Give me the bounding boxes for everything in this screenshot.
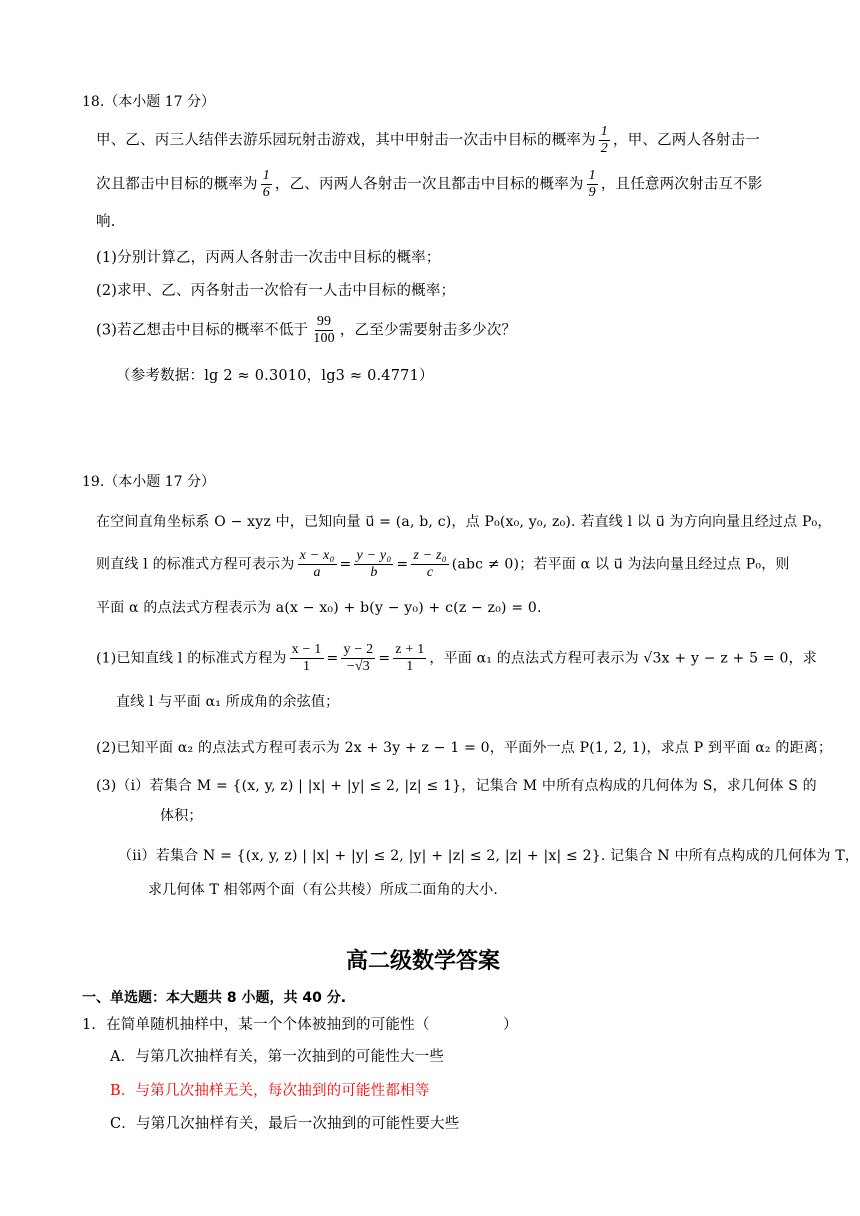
q18-line2: 次且都击中目标的概率为 $\frac{1}{6}$ ，乙、丙两人各射击一次且都击中目标的概率为 $\frac{1}{9}$ ，且任意两次射击互不影 (96, 168, 763, 200)
fraction-y: $\frac{\text{y − y₀}}{b}$ (356, 548, 392, 580)
option-c: C．与第几次抽样有关，最后一次抽到的可能性要大些 (110, 1116, 460, 1132)
q18-part3: (3)若乙想击中目标的概率不低于 $\frac{99}{100}$ ，乙至少需要射击多少次？ (96, 314, 517, 346)
q19-part3-ii: （ii）若集合 N = {(x, y, z) | |x| + |y| ≤ 2, |y| + |z| ≤ 2, |z| + |x| ≤ 2}. 记集合 N 中所有点构成的几何体为 T， (118, 848, 860, 864)
q19-line2: 则直线 l 的标准式方程可表示为 $\frac{\text{x − x₀}}{a}$ = $\frac{\text{y − y₀}}{b}$ = $\frac{\text{z − z₀}}{c}$ (abc ≠ 0)；若平面 α 以 u⃗ 为法向量且经过点 P₀，则 (96, 548, 790, 580)
q18-line1-text: 甲、乙、丙三人结伴去游乐园玩射击游戏，其中甲射击一次击中目标的概率为 (96, 132, 596, 149)
q18-reference-data: （参考数据：lg 2 ≈ 0.3010，lg3 ≈ 0.4771） (116, 368, 434, 384)
fraction-p1-y: $\frac{y - 2}{-√3}$ (343, 642, 374, 674)
q19-part3-i: (3)（i）若集合 M = {(x, y, z) | |x| + |y| ≤ 2, |z| ≤ 1}，记集合 M 中所有点构成的几何体为 S，求几何体 S 的 (96, 778, 817, 794)
q19-part1: (1)已知直线 l 的标准式方程为 $\frac{x - 1}{1}$ = $\frac{y - 2}{-√3}$ = $\frac{z + 1}{1}$ ，平面 α₁ 的点法式方程可表示为 √3x + y − z + 5 = 0，求 (96, 642, 817, 674)
fraction-one-ninth: $\frac{1}{9}$ (588, 168, 596, 200)
fraction-x: $\frac{\text{x − x₀}}{a}$ (299, 548, 335, 580)
q19-line3: 平面 α 的点法式方程表示为 a(x − x₀) + b(y − y₀) + c(z − z₀) = 0. (96, 600, 542, 616)
option-a: A．与第几次抽样有关，第一次抽到的可能性大一些 (110, 1049, 445, 1065)
q18-header: 18.（本小题 17 分） (82, 94, 215, 110)
fraction-z: $\frac{\text{z − z₀}}{c}$ (413, 548, 447, 580)
q18-part1: (1)分别计算乙，丙两人各射击一次击中目标的概率； (96, 250, 441, 266)
section-heading: 一、单选题：本大题共 8 小题，共 40 分. (82, 990, 347, 1006)
q18-part2: (2)求甲、乙、丙各射击一次恰有一人击中目标的概率； (96, 283, 456, 299)
question-1: 1．在简单随机抽样中，某一个个体被抽到的可能性（ ） (82, 1017, 518, 1033)
answer-title: 高二级数学答案 (346, 949, 501, 974)
q19-part1-cont: 直线 l 与平面 α₁ 所成角的余弦值； (116, 694, 340, 710)
option-b-correct: B．与第几次抽样无关，每次抽到的可能性都相等 (110, 1083, 430, 1099)
q18-line1 (96, 124, 760, 157)
q19-line1: 在空间直角坐标系 O − xyz 中，已知向量 u⃗ = (a, b, c)，点 P₀(x₀, y₀, z₀). 若直线 l 以 u⃗ 为方向向量且经过点 P₀， (96, 514, 832, 530)
fraction-p1-z: $\frac{z + 1}{1}$ (395, 642, 425, 674)
q19-header: 19.（本小题 17 分） (82, 474, 215, 490)
fraction-one-sixth: $\frac{1}{6}$ (262, 168, 270, 200)
fraction-99-100: $\frac{99}{100}$ (313, 314, 335, 346)
q19-part3-ii-cont: 求几何体 T 相邻两个面（有公共棱）所成二面角的大小. (148, 882, 499, 898)
q18-line1-text-b: ，甲、乙两人各射击一 (613, 132, 760, 149)
q19-part3-i-cont: 体积； (160, 808, 203, 824)
q19-part2: (2)已知平面 α₂ 的点法式方程可表示为 2x + 3y + z − 1 = 0，平面外一点 P(1, 2, 1)，求点 P 到平面 α₂ 的距离； (96, 740, 833, 756)
fraction-one-half: $\frac{1}{2}$ (600, 124, 608, 156)
fraction-p1-x: $\frac{x - 1}{1}$ (291, 642, 322, 674)
q18-line3: 响. (96, 214, 116, 230)
